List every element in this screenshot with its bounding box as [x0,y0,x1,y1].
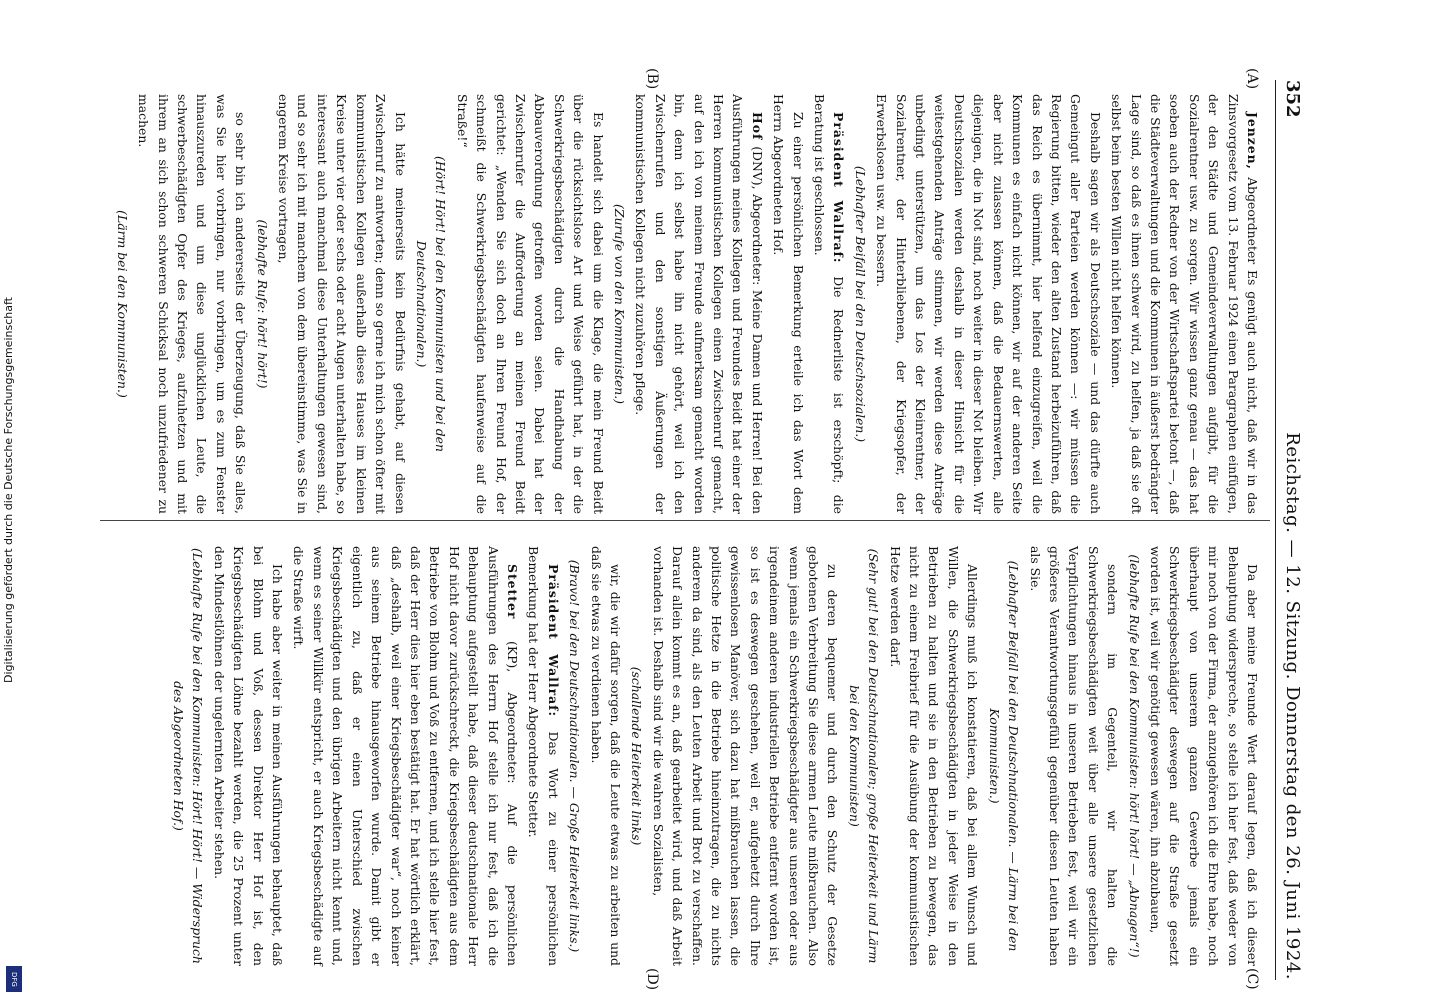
margin-letter-d: (D) [644,968,660,991]
paragraph [1025,546,1122,966]
speaker-name: Hof [749,112,765,147]
speaker-role: (DNV), Abgeordneter: [749,146,765,290]
paragraph [872,94,1105,514]
paragraph [134,94,250,514]
digitization-credit-text: Digitalisierung gefördert durch die Deutsche Forschungsgemeinschaft [2,297,15,683]
paragraph-text: so sehr bin ich andererseits der Überzeugung, daß Sie alles, was Sie hier vorbringen, nur vorbringen, um es zum Fenster hinauszureden und um diese unglücklichen Leute, die schwerbeschädigten Opfer des Krieges, aufzuhetzen und mit ihrem an sich schon schweren Schicksal noch unzufriedener zu machen. [136,94,249,514]
digitization-credit-strip [2,0,24,1000]
interjection: (Sehr gut! bei den Deutschnationalen; große Heiterkeit und Lärm bei den Kommunisten) [846,548,882,964]
interjection: (schallende Heiterkeit links) [629,666,645,846]
interjection: (lebhafte Rufe bei den Kommunisten: hört! hört! — „Abnagen“!) [1126,554,1142,958]
paragraph-text: sondern im Gegenteil, wir halten die Schwerkriegsbeschädigten weit über alle unsere gesetzlichen Verpflichtungen hinaus in unseren Betrieben fest, weil wir ein größeres Verantwortungsgefühl gegenüber diesen Leuten haben als Sie. [1027,546,1121,966]
paragraph-text: Allerdings muß ich konstatieren, daß bei allem Wunsch und Willen, die Schwerkriegsbeschädigten in jeder Weise in den Betrieben zu halten und sie in den Betrieben zu bewegen, das nicht zu einem Freibrief für die Ausübung der kommunistischen Hetze werden darf. [887,546,981,966]
dfg-logo: DFG [6,966,22,992]
paragraph-text: Ich habe aber weiter in meinen Ausführungen behauptet, daß bei Blohm und Voß, dessen Direktor Herr Hof ist, den Kriegsbeschädigten Löhne bezahlt werden, die 25 Prozent unter den Mindestlöhnen der ungelernten Arbeiter stehen. [211,546,286,966]
interjection: (Lebhafter Beifall bei den Deutschsozialen.) [852,165,868,443]
paragraph-text: Ich hätte meinerseits kein Bedürfnis gehabt, auf diesen Zwischenruf zu antworten; denn so gerne ich mich schon öfter mit kommunistischen Kollegen außerhalb dieses Hauses im kleinen Kreise unter vier oder sechs oder acht Augen unterhalten habe, so interessant auch manchmal diese Unterhaltungen gewesen sind, und so sehr ich mit manchem von dem übereinstimme, was Sie in engerem Kreise vortragen, [276,94,408,514]
paragraph [289,546,522,966]
right-text-column [167,546,1262,966]
interjection: (Lärm bei den Kommunisten.) [114,210,130,398]
paragraph [524,546,563,966]
paragraph-text: Das Wort zu einer persönlichen Bemerkung hat der Herr Abgeordnete Stetter. [526,546,561,966]
speaker-name: Präsident Wallraf: [831,112,847,277]
paragraph [648,546,842,966]
paragraph-text: Zu einer persönlichen Bemerkung erteile ich das Wort dem Herrn Abgeordneten Hof. [771,94,806,514]
paragraph [586,546,625,966]
paragraph-text: Da aber meine Freunde Wert darauf legen, daß ich dieser Behauptung widerspreche, so stelle ich hier fest, daß weder von mir noch von der Firma, der anzugehören ich die Ehre habe, noch überhaupt von unserem ganzen Gewerbe jemals ein Schwerkriegsbeschädigter deswegen auf die Straße gesetzt worden ist, weil wir genötigt gewesen wären, ihn abzubauen, [1147,546,1260,966]
paragraph [810,94,849,514]
paragraph [452,94,607,514]
interjection: (lebhafte Rufe: hört! hört!) [254,219,270,389]
paragraph [1107,94,1262,514]
speaker-name: Jenzen, [1245,112,1260,178]
speaker-role: (KP), Abgeordneter: [504,640,520,804]
paragraph [209,546,287,966]
interjection: (Lebhafter Beifall bei den Deutschnationalen. — Lärm bei den Kommunisten.) [986,560,1022,952]
paragraph-text: Auf die persönlichen Ausführungen des Herrn Hof stelle ich nur fest, daß ich die Behauptung aufgestellt habe, daß dieser deutschnationale Herr Hof nicht davor zurückschreckt, die Kriegsbeschädigten aus dem Betriebe von Blohm und Voß zu entfernen, und ich stelle hier fest, daß der Herr dies hier eben bestätigt hat. Er hat wörtlich erklärt, daß „deshalb, weil einer Kriegsbeschädigter war“, noch keiner aus seinem Betriebe hinausgeworfen wurde. Damit gibt er eigentlich zu, daß er einen Unterschied zwischen Kriegsbeschädigten und den übrigen Arbeitern nicht kennt und, wenn es seiner Willkür entspricht, er auch Kriegsbeschädigte auf die Straße wirft. [291,546,520,967]
page-header [1275,80,1310,980]
paragraph-text: Es genügt auch nicht, daß wir in das Zinsvorgesetz vom 13. Februar 1924 einen Paragraphen einfügen, der den Städte und Gemeindeverwaltungen aufgibt, für die Sozialrentner usw. zu sorgen. Wir wissen ganz genau — das hat soeben auch der Redner von der Wirtschaftspartei betont —, daß die Städteverwaltungen und die Kommunen in äußerst bedrängter Lage sind, so daß es ihnen schwer wird, zu helfen, ja daß sie oft selbst beim besten Willen nicht helfen können. [1109,94,1260,515]
paragraph-text: Deshalb sagen wir als Deutschsoziale — und das dürfte auch Gemeingut aller Parteien werden können —: wir müssen die Regierung bitten, wieder den alten Zustand herbeizuführen, daß das Reich es übernimmt, hier helfend einzugreifen, weil die Kommunen es einfach nicht können, wir auf der anderen Seite aber nicht zulassen können, daß die Bedauernswerten, alle diejenigen, die in Not sind, noch weiter in dieser Not bleiben. Wir Deutschsozialen werden deshalb in dieser Hinsicht für die weitestgehenden Anträge stimmen, wir werden diese Anträge unbedingt unterstützen, um das Los der Kleinrentner, der Sozialrentner, der Hinterbliebenen, der Kriegsopfer, der Erwerbslosen usw. zu bessern. [874,94,1103,514]
page-title: Reichstag. — 12. Sitzung. Donnerstag den 26. Juni 1924. [1282,432,1304,980]
speaker-name: Präsident Wallraf: [545,564,561,732]
paragraph-text: Die Rednerliste ist erschöpft; die Beratung ist geschlossen. [812,94,847,514]
column-divider [100,520,1270,521]
paragraph-text: wir, die wir dafür sorgen, daß die Leute etwas zu arbeiten und daß sie etwas zu verdienen haben. [588,546,623,966]
paragraph [1146,546,1262,966]
speaker-role: Abgeordneter [1245,177,1260,271]
margin-letter-a: (A) [1244,68,1260,90]
paragraph-text: Meine Damen und Herren! Bei den Ausführungen meines Kollegen und Freundes Beidt hat einer der Herren kommunistischen Kollegen einen Zwischenruf gemacht, auf den ich von meinem Freunde aufmerksam gemacht worden bin, denn ich selbst habe ihn nicht gehört, weil ich den Zwischenrufen und den sonstigen Äußerungen der kommunistischen Kollegen nicht zuzuhören pflege. [633,94,765,514]
paragraph [631,94,767,514]
page-number: 352 [1282,80,1304,118]
interjection: (Zurufe von den Kommunisten.) [612,204,627,404]
interjection: (Bravo! bei den Deutschnationalen. — Große Heiterkeit links.) [567,559,583,953]
speaker-name: Stetter [504,564,520,641]
left-text-column [110,94,1262,514]
paragraph [769,94,808,514]
interjection: (Hört! Hört! bei den Kommunisten und bei den Deutschnationalen.) [413,156,449,452]
paragraph [885,546,982,966]
paragraph-text: Es handelt sich dabei um die Klage, die mein Freund Beidt über die rücksichtslose Art und Weise geführt hat, in der die Schwerkriegsbeschädigten durch die Handhabung der Abbauverordnung getroffen worden seien. Dabei hat der Zwischenrufer die Aufforderung an meinen Freund Beidt gerichtet: „Wenden Sie sich doch an Ihren Freund Hof, der schmeißt die Schwerkriegsbeschädigten haufenweise auf die Straße!“ [454,94,606,514]
margin-letter-c: (C) [1244,968,1260,990]
paragraph-text: zu deren bequemer und durch den Schutz der Gesetze gebotenen Verbreitung Sie diese armen Leute mißbrauchen. Also wenn jemals ein Schwerkriegsbeschädigter aus unseren oder aus irgendeinem anderen industriellen Betriebe entfernt worden ist, so ist es deswegen geschehen, weil er, aufgehetzt durch Ihre gewissenlosen Manöver, sich dazu hat mißbrauchen lassen, die politische Hetze in die Betriebe hineinzutragen, die zu nichts anderem da sind, als den Leuten Arbeit und Brot zu verschaffen. Darauf allein kommt es an, daß gearbeitet wird, und daß Arbeit vorhanden ist. Deshalb sind wir die wahren Sozialisten, [650,546,841,966]
interjection: (Lebhafte Rufe bei den Kommunisten: Hört! Hört! — Widerspruch des Abgeordneten Hof.) [171,548,206,964]
scanned-page [100,60,1320,1000]
paragraph [274,94,410,514]
margin-letter-b: (B) [644,68,660,90]
